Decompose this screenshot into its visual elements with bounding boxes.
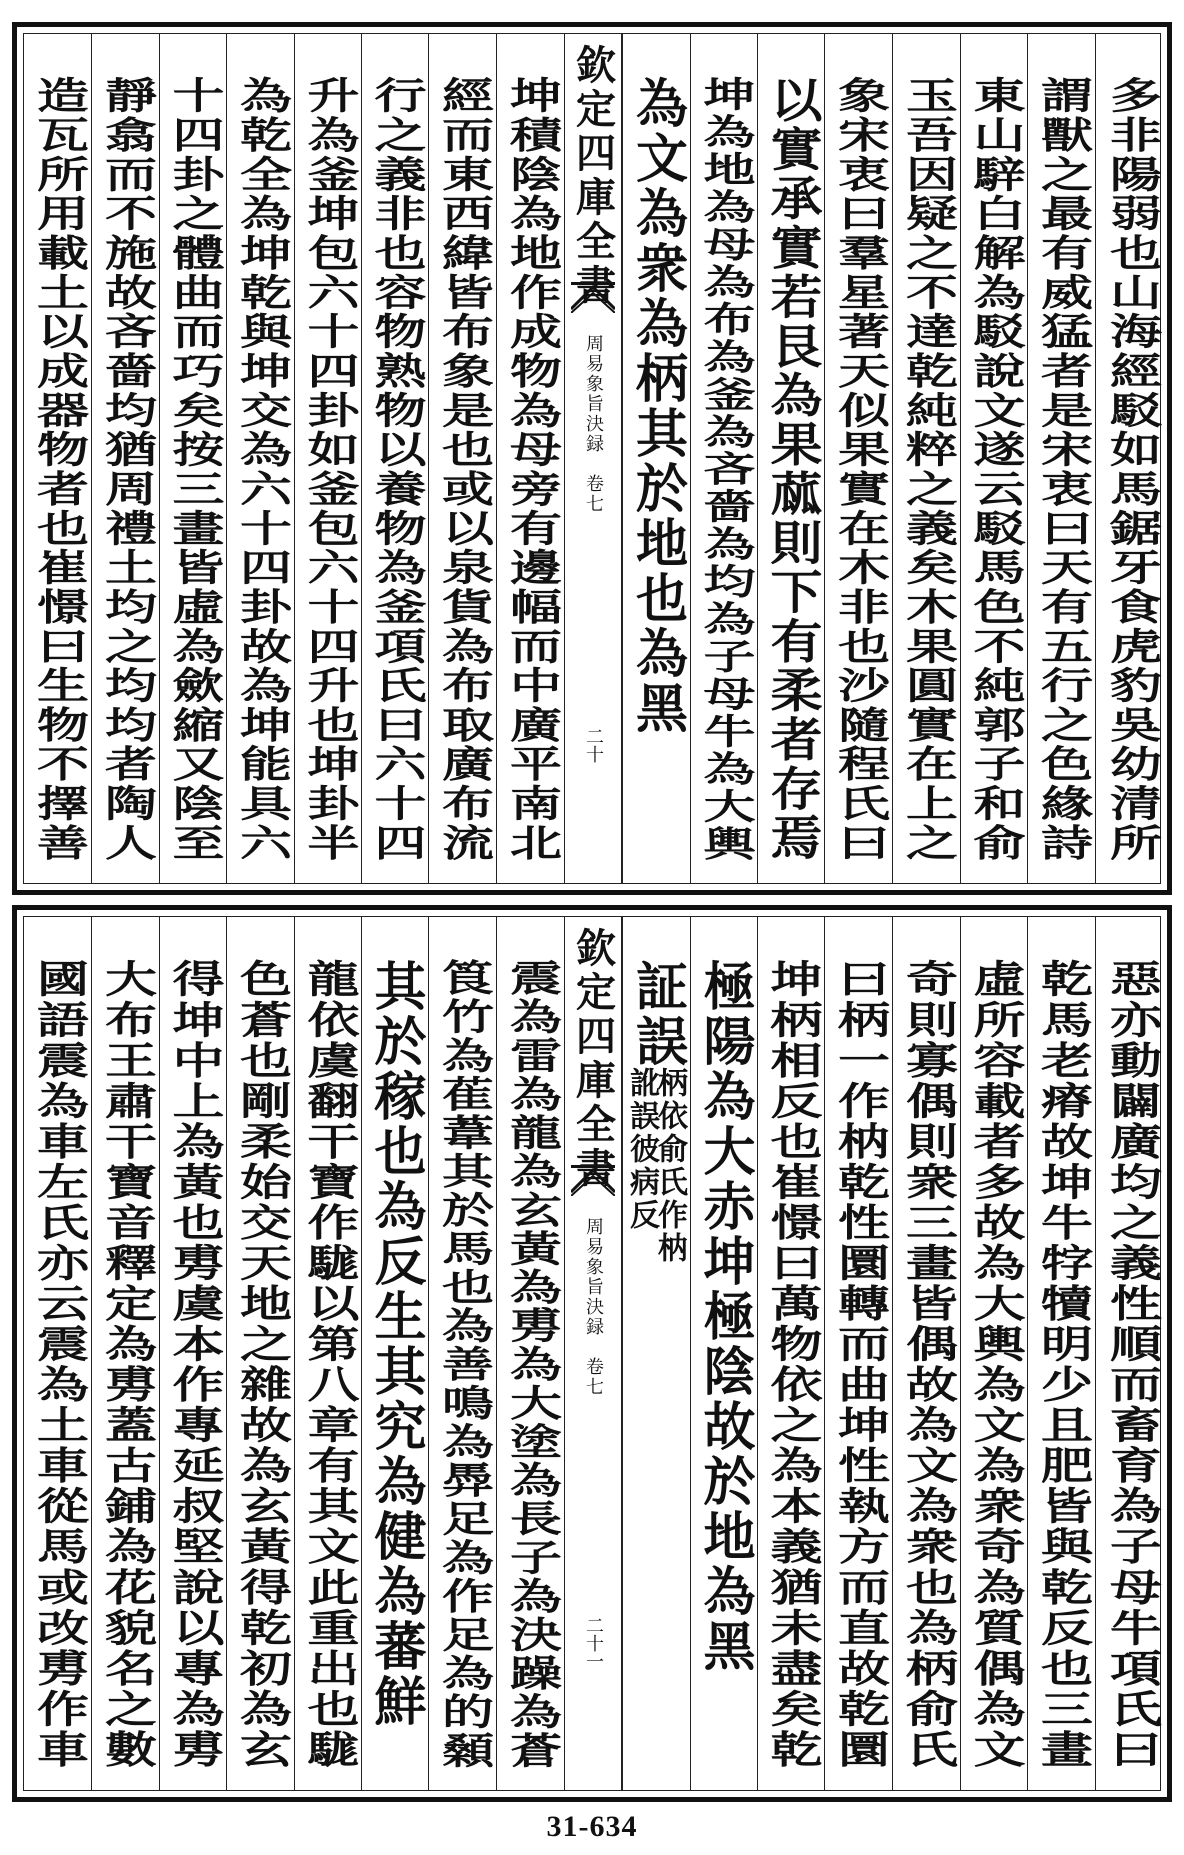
column-text: 色蒼也剛柔始交天地之雜故為玄黃得乾初為玄 bbox=[230, 959, 292, 1770]
text-column bbox=[361, 917, 428, 1790]
text-column bbox=[690, 34, 757, 883]
text-column bbox=[428, 917, 496, 1790]
center-fold bbox=[564, 34, 622, 883]
text-column bbox=[690, 917, 757, 1790]
text-column bbox=[622, 34, 690, 883]
column-text: 惡亦動闢廣均之義性順而畜育為子母牛項氏曰 bbox=[1100, 959, 1162, 1770]
column-text: 為乾全為坤乾與坤交為六十四卦故為坤能具六 bbox=[230, 76, 292, 863]
column-text: 謂獸之最有威猛者是宋衷曰天有五行之色緣詩 bbox=[1031, 76, 1093, 863]
top-page-frame bbox=[23, 33, 1161, 884]
book-title: 欽定四庫全書 bbox=[569, 927, 617, 1191]
text-column bbox=[496, 34, 564, 883]
column-text: 靜翕而不施故吝嗇均猶周禮土均之均均者陶人 bbox=[95, 76, 157, 863]
text-column bbox=[361, 34, 428, 883]
column-text: 坤為地為母為布為釜為吝嗇為均為子母牛為大輿 bbox=[694, 76, 755, 863]
column-text: 造瓦所用載土以成器物者也崔憬曰生物不擇善 bbox=[27, 76, 89, 863]
text-column bbox=[294, 917, 361, 1790]
text-column bbox=[892, 34, 960, 883]
column-text: 震為雷為龍為玄黃為旉為大塗為長子為決躁為蒼 bbox=[500, 959, 562, 1770]
text-column bbox=[757, 34, 824, 883]
text-column bbox=[960, 34, 1027, 883]
text-column bbox=[24, 917, 91, 1790]
column-text: 坤柄相反也崔憬曰萬物依之為本義猶未盡矣乾 bbox=[761, 959, 822, 1770]
note-heading: 証誤 bbox=[626, 959, 688, 1069]
column-text: 極陽為大赤坤極陰故於地為黑 bbox=[694, 959, 755, 1674]
text-column bbox=[91, 917, 159, 1790]
folio-number: 二十 bbox=[583, 727, 604, 763]
column-text: 乾馬老瘠故坤牛牸犢明少且肥皆與乾反也三畫 bbox=[1031, 959, 1093, 1770]
column-text: 東山騂白解為駁說文遂云駁馬色不純郭子和俞 bbox=[964, 76, 1025, 863]
column-text: 升為釜坤包六十四卦如釜包六十四升也坤卦半 bbox=[298, 76, 359, 863]
page-number: 31-634 bbox=[546, 1810, 638, 1843]
fishtail-mark-icon bbox=[571, 282, 615, 313]
note-line: 訛誤彼病反 bbox=[624, 1067, 659, 1232]
text-column bbox=[226, 34, 294, 883]
text-column bbox=[824, 917, 892, 1790]
text-column bbox=[496, 917, 564, 1790]
column-text: 筤竹為萑葦其於馬也為善鳴為馵足為作足為的顙 bbox=[432, 959, 494, 1770]
correction-note-column bbox=[622, 917, 690, 1790]
center-fold bbox=[564, 917, 622, 1790]
text-column bbox=[1027, 34, 1095, 883]
column-text: 龍依虞翻干寶作駹以第八章有其文此重出也駹 bbox=[298, 959, 359, 1770]
text-column bbox=[24, 34, 91, 883]
column-text: 十四卦之體曲而巧矣按三畫皆虛為歛縮又陰至 bbox=[163, 76, 224, 863]
text-column bbox=[428, 34, 496, 883]
column-text: 為文為衆為柄其於地也為黑 bbox=[626, 76, 688, 736]
volume-label: 周易象旨決録 卷七 bbox=[583, 334, 604, 514]
column-text: 多非陽弱也山海經駁如馬鋸牙食虎豹吳幼清所 bbox=[1100, 76, 1162, 863]
column-text: 其於稼也為反生其究為健為蕃鮮 bbox=[365, 959, 426, 1729]
text-column bbox=[892, 917, 960, 1790]
text-column bbox=[159, 917, 226, 1790]
text-column bbox=[824, 34, 892, 883]
volume-label: 周易象旨決録 卷七 bbox=[583, 1217, 604, 1397]
text-column bbox=[91, 34, 159, 883]
column-text: 得坤中上為黃也旉虞本作專延叔堅說以專為旉 bbox=[163, 959, 224, 1770]
text-column bbox=[294, 34, 361, 883]
column-text: 象宋衷曰羣星著天似果實在木非也沙隨程氏曰 bbox=[828, 76, 890, 863]
column-text: 以實承實若艮為果蓏則下有柔者存焉 bbox=[761, 76, 822, 863]
column-text: 曰柄一作枘乾性圜轉而曲坤性執方而直故乾圜 bbox=[828, 959, 890, 1770]
text-column bbox=[1095, 917, 1165, 1790]
text-column bbox=[757, 917, 824, 1790]
text-column bbox=[226, 917, 294, 1790]
text-column bbox=[159, 34, 226, 883]
book-title: 欽定四庫全書 bbox=[569, 44, 617, 308]
bottom-page bbox=[12, 905, 1172, 1802]
folio-number: 二十一 bbox=[583, 1616, 604, 1670]
column-text: 玉吾因疑之不達乾純粹之義矣木果圓實在上之 bbox=[896, 76, 958, 863]
fishtail-mark-icon bbox=[571, 1165, 615, 1196]
column-text: 奇則寡偶則衆三畫皆偶故為文為衆也為柄俞氏 bbox=[896, 959, 958, 1770]
text-column bbox=[1027, 917, 1095, 1790]
column-text: 坤積陰為地作成物為母旁有邊幅而中廣平南北 bbox=[500, 76, 562, 863]
text-column bbox=[960, 917, 1027, 1790]
column-text: 經而東西緯皆布象是也或以泉貨為布取廣布流 bbox=[432, 76, 494, 863]
note-line: 柄依俞氏作枘 bbox=[652, 1067, 687, 1265]
top-page bbox=[12, 22, 1172, 895]
column-text: 行之義非也容物熟物以養物為釜項氏曰六十四 bbox=[365, 76, 426, 863]
text-column bbox=[1095, 34, 1165, 883]
column-text: 國語震為車左氏亦云震為土車從馬或改旉作車 bbox=[27, 959, 89, 1770]
column-text: 大布王肅干寶音釋定為旉蓋古鋪為花貌名之數 bbox=[95, 959, 157, 1770]
bottom-page-frame bbox=[23, 916, 1161, 1791]
column-text: 虛所容載者多故為大輿為文為衆奇為質偶為文 bbox=[964, 959, 1025, 1770]
